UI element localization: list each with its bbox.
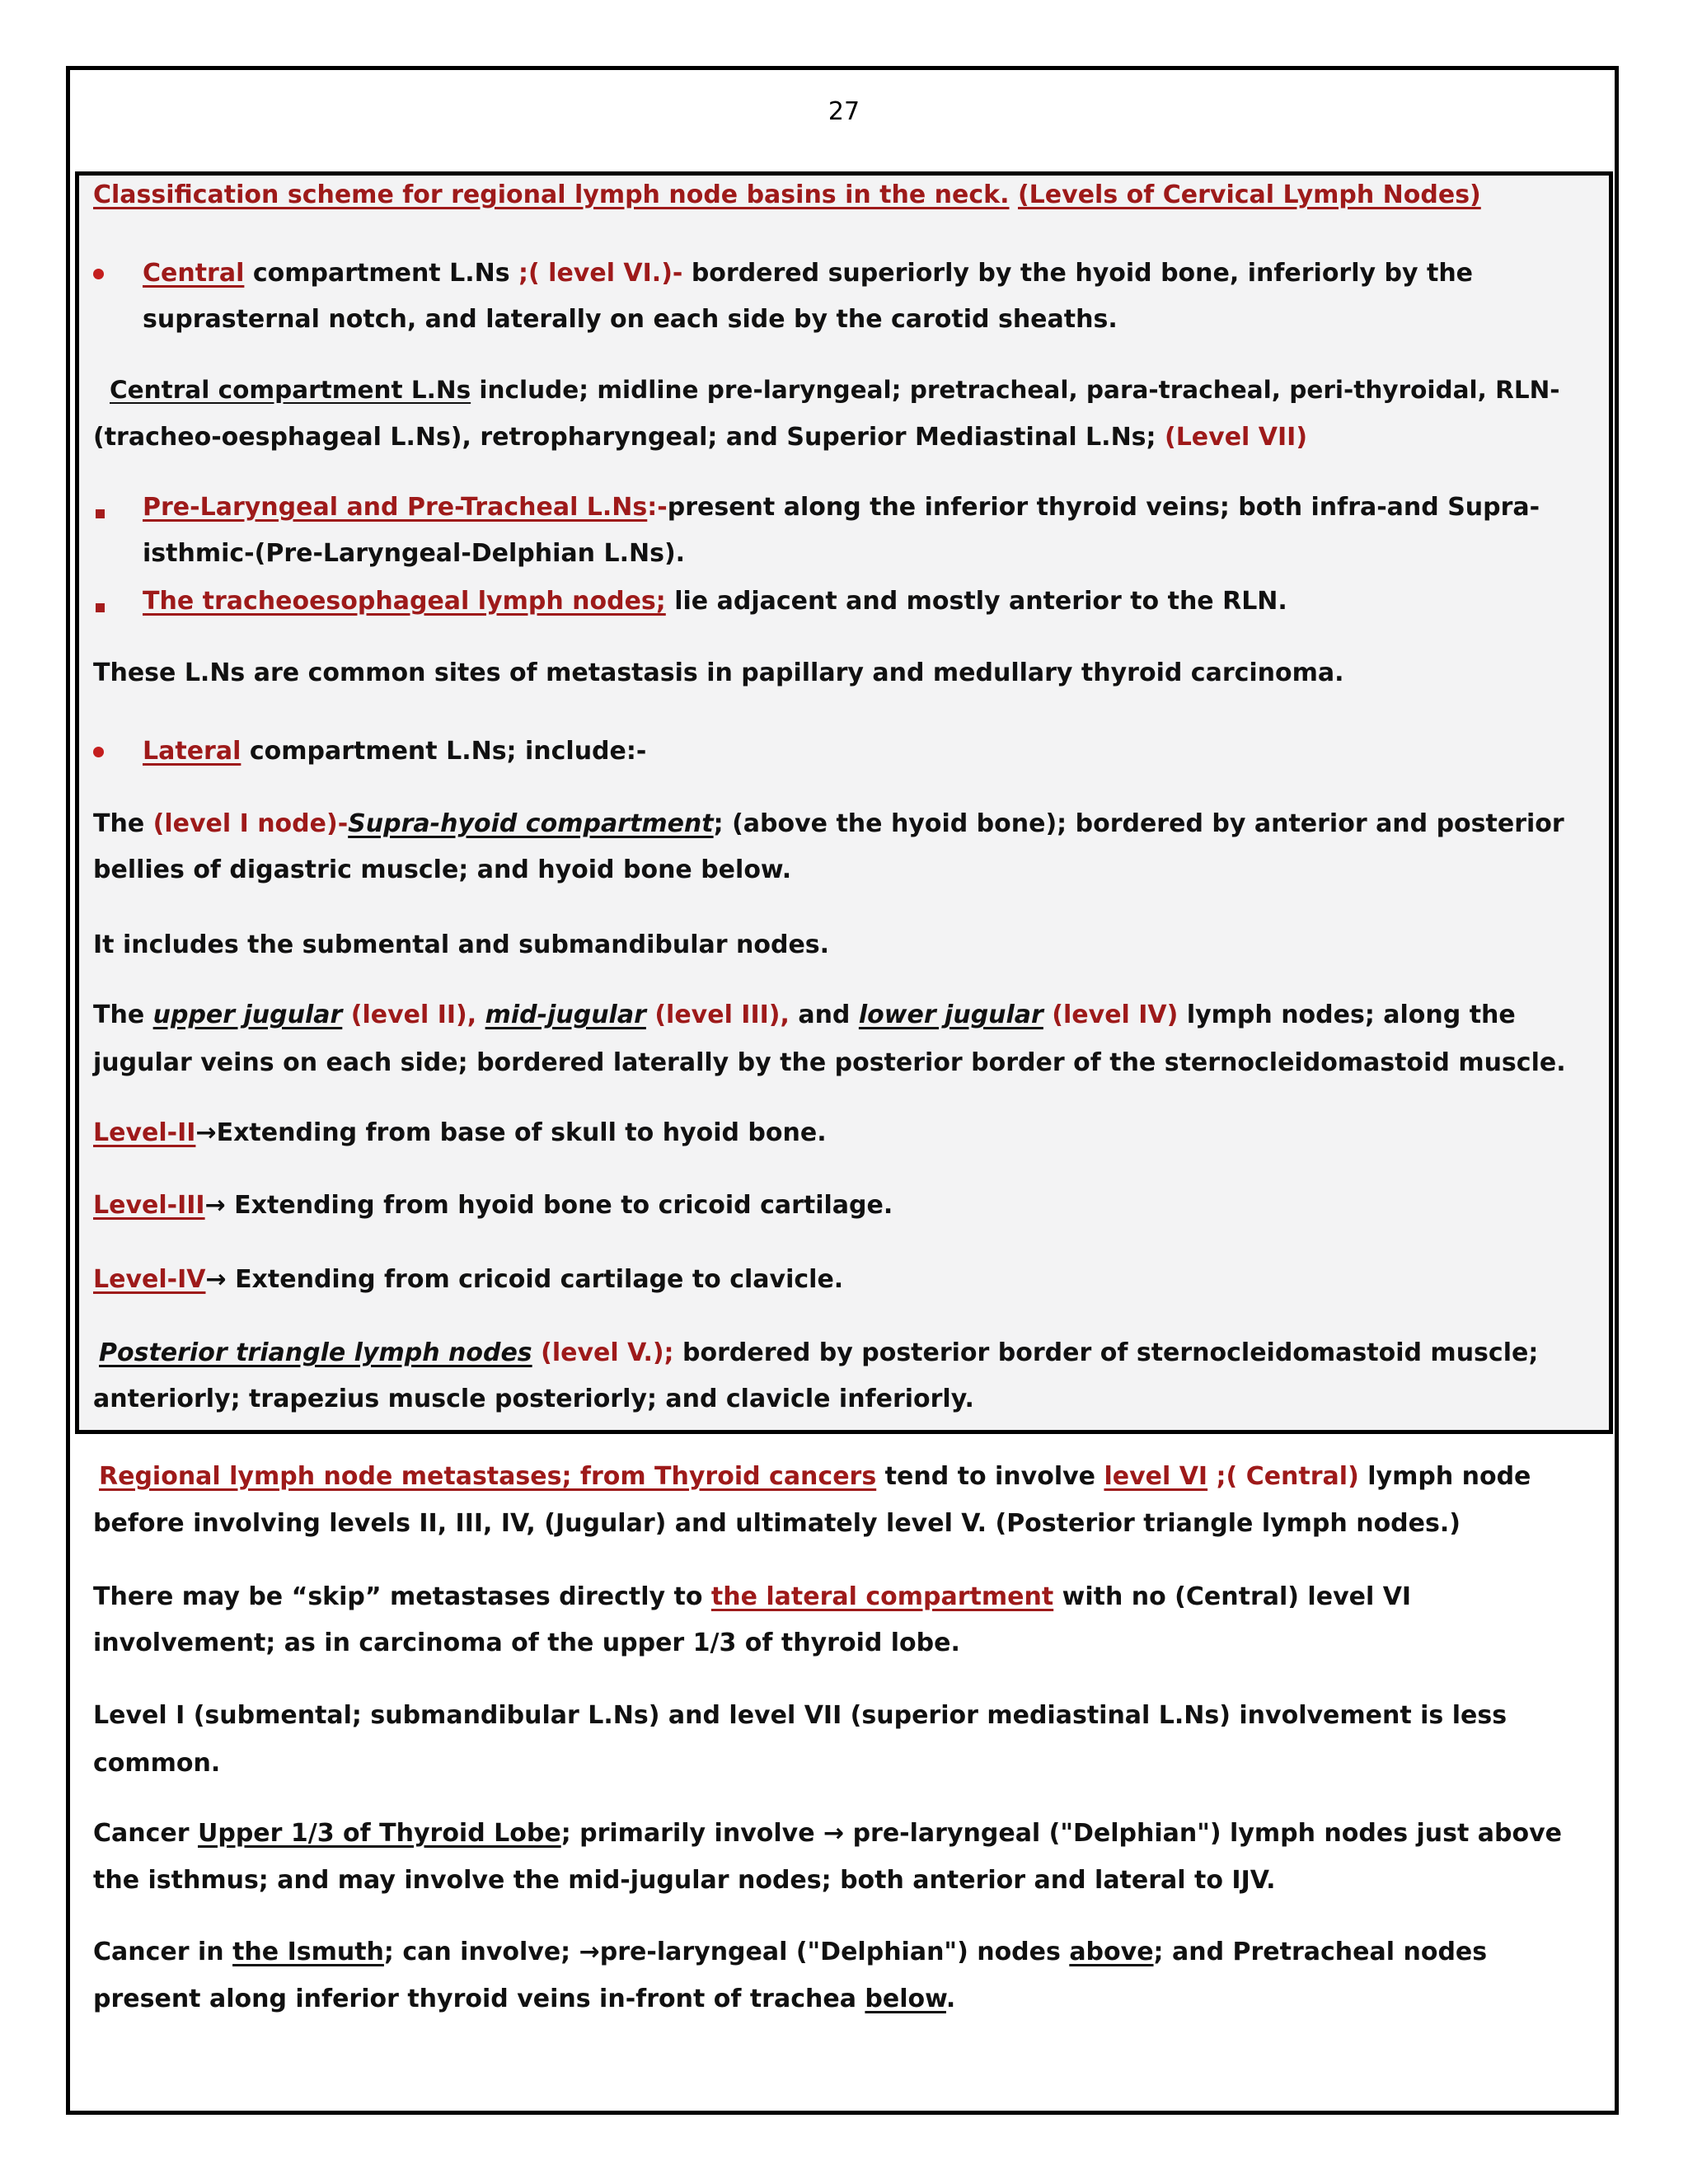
- text: (tracheo-oesphageal L.Ns), retropharyngeal; and Superior Mediastinal L.Ns;: [93, 423, 1165, 452]
- text: (level III),: [645, 1001, 799, 1029]
- text: bordered by posterior border of sternocleidomastoid muscle;: [673, 1338, 1539, 1367]
- level-iv-label: Level-IV: [93, 1265, 206, 1294]
- text: (level IV): [1043, 1001, 1179, 1029]
- level-vi-link: level VI: [1104, 1462, 1208, 1491]
- jugular-line2: jugular veins on each side; bordered laterally by the posterior border of the sternocleidomastoid muscle.: [93, 1048, 1566, 1077]
- central-include-line2: [93, 421, 1307, 454]
- text: ; can involve; →pre-laryngeal ("Delphian") nodes: [383, 1938, 1070, 1966]
- level-i-label: (level I node)-: [152, 809, 349, 838]
- central-include-label: Central compartment L.Ns: [110, 376, 471, 404]
- text: ; primarily involve → pre-laryngeal ("Delphian") lymph nodes just above: [560, 1819, 1563, 1848]
- level4-line: [93, 1263, 843, 1296]
- jugular-line1: [93, 999, 1516, 1032]
- submental-text: It includes the submental and submandibular nodes.: [93, 930, 830, 959]
- square-bullet-icon: [96, 509, 105, 518]
- lower-jugular-label: lower jugular: [858, 1001, 1043, 1029]
- regional-metastases-label: Regional lymph node metastases; from Thyroid cancers: [99, 1462, 877, 1491]
- isthmus-line1: [93, 1936, 1487, 1969]
- level1-line1: [93, 808, 1564, 841]
- common-sites-text: These L.Ns are common sites of metastasis in papillary and medullary thyroid carcinoma.: [93, 658, 1344, 687]
- upper-third-line2: the isthmus; and may involve the mid-jugular nodes; both anterior and lateral to IJV.: [93, 1866, 1276, 1895]
- level-ii-label: Level-II: [93, 1118, 196, 1147]
- level1-para-line2: common.: [93, 1749, 221, 1778]
- text: The: [93, 809, 153, 838]
- regional-line2: before involving levels II, III, IV, (Jugular) and ultimately level V. (Posterior triangle lymph nodes.): [93, 1509, 1461, 1538]
- level-vi-label: ;( level VI.)-: [518, 259, 692, 288]
- text: ; and Pretracheal nodes: [1153, 1938, 1488, 1966]
- level1-line2: bellies of digastric muscle; and hyoid bone below.: [93, 855, 792, 884]
- central-include-line1: [110, 373, 1560, 406]
- text: present along inferior thyroid veins in-front of trachea: [93, 1985, 865, 2013]
- tracheoesophageal-label: The tracheoesophageal lymph nodes;: [143, 587, 666, 616]
- above-label: above: [1069, 1938, 1154, 1966]
- text: → Extending from cricoid cartilage to clavicle.: [205, 1265, 844, 1294]
- text: lie adjacent and mostly anterior to the RLN.: [665, 587, 1287, 616]
- upper-third-label: Upper 1/3 of Thyroid Lobe: [198, 1819, 561, 1848]
- text: →Extending from base of skull to hyoid bone.: [195, 1118, 827, 1147]
- level-vii-label: (Level VII): [1164, 423, 1308, 452]
- text: .: [945, 1985, 956, 2013]
- isthmus-label: the Ismuth: [232, 1938, 384, 1966]
- text: with no (Central) level VI: [1053, 1582, 1412, 1611]
- level1-para-line1: Level I (submental; submandibular L.Ns) and level VII (superior mediastinal L.Ns) involvement is less: [93, 1701, 1507, 1730]
- central-bullet-line2: suprasternal notch, and laterally on each side by the carotid sheaths.: [143, 305, 1118, 334]
- box-title: [93, 179, 1481, 212]
- prelaryngeal-label: Pre-Laryngeal and Pre-Tracheal L.Ns: [143, 493, 648, 522]
- text: ; (above the hyoid bone); bordered by anterior and posterior: [713, 809, 1564, 838]
- skip-line1: [93, 1581, 1411, 1614]
- posterior-triangle-label: Posterior triangle lymph nodes: [99, 1338, 532, 1367]
- text: lymph nodes; along the: [1178, 1001, 1516, 1029]
- lateral-label: Lateral: [143, 737, 241, 766]
- suprahyoid-label: Supra-hyoid compartment: [348, 809, 714, 838]
- text: Cancer in: [93, 1938, 233, 1966]
- mid-jugular-label: mid-jugular: [485, 1001, 646, 1029]
- bullet-icon: [93, 269, 104, 279]
- lateral-bullet-line: [143, 735, 646, 768]
- central-label: Central: [143, 259, 245, 288]
- upper-third-line1: [93, 1817, 1562, 1850]
- below-label: below: [865, 1985, 946, 2013]
- text: compartment L.Ns: [244, 259, 519, 288]
- text: lymph node: [1358, 1462, 1531, 1491]
- text: (level II),: [342, 1001, 485, 1029]
- square-bullet-icon: [96, 603, 105, 612]
- level3-line: [93, 1189, 893, 1222]
- text: bordered superiorly by the hyoid bone, inferiorly by the: [691, 259, 1474, 288]
- text: tend to involve: [876, 1462, 1104, 1491]
- text: include; midline pre-laryngeal; pretracheal, para-tracheal, peri-thyroidal, RLN-: [471, 376, 1560, 404]
- classification-box: [75, 171, 1613, 1434]
- text: compartment L.Ns; include:-: [241, 737, 647, 766]
- regional-line1: [99, 1460, 1531, 1493]
- tracheoesophageal-line: [143, 585, 1287, 618]
- prelaryngeal-line2: isthmic-(Pre-Laryngeal-Delphian L.Ns).: [143, 539, 686, 568]
- text: and: [798, 1001, 859, 1029]
- text: → Extending from hyoid bone to cricoid cartilage.: [204, 1191, 893, 1220]
- central-bullet-line1: [143, 257, 1473, 290]
- text: Cancer: [93, 1819, 198, 1848]
- text: The: [93, 1001, 153, 1029]
- title-main: Classification scheme for regional lymph node basins in the neck.: [93, 180, 1010, 209]
- level-v-label: (level V.);: [532, 1338, 674, 1367]
- text: :-: [647, 493, 668, 522]
- prelaryngeal-line1: [143, 491, 1540, 524]
- page-number: 27: [828, 97, 860, 126]
- text: present along the inferior thyroid veins; both infra-and Supra-: [667, 493, 1540, 522]
- text: There may be “skip” metastases directly to: [93, 1582, 711, 1611]
- skip-line2: involvement; as in carcinoma of the upper 1/3 of thyroid lobe.: [93, 1629, 960, 1657]
- level2-line: [93, 1117, 827, 1150]
- title-sub: (Levels of Cervical Lymph Nodes): [1017, 180, 1481, 209]
- level-iii-label: Level-III: [93, 1191, 205, 1220]
- text: ;( Central): [1207, 1462, 1359, 1491]
- isthmus-line2: [93, 1983, 955, 2016]
- posterior-line2: anteriorly; trapezius muscle posteriorly; and clavicle inferiorly.: [93, 1385, 974, 1413]
- bullet-icon: [93, 747, 104, 757]
- lateral-compartment-link: the lateral compartment: [710, 1582, 1054, 1611]
- upper-jugular-label: upper jugular: [152, 1001, 343, 1029]
- posterior-line1: [99, 1337, 1538, 1370]
